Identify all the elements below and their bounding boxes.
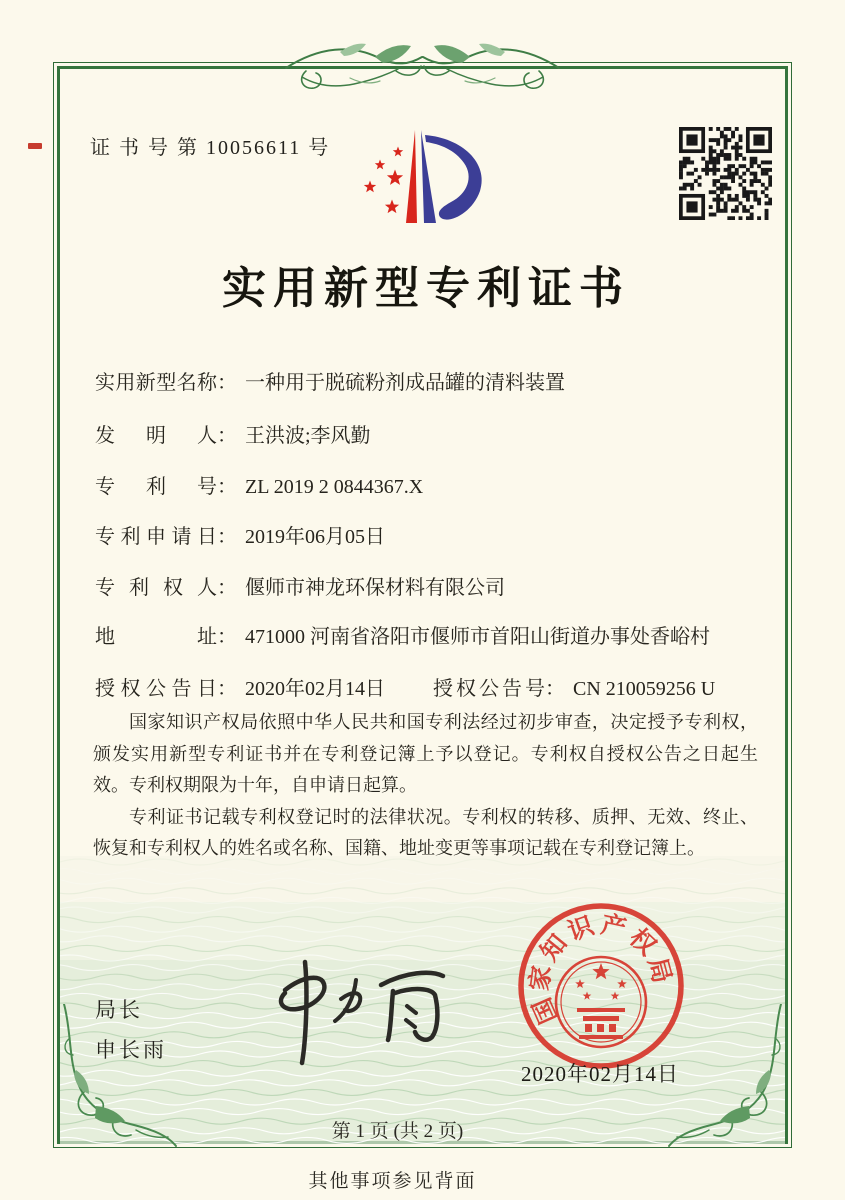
officer-title: 局长 (95, 998, 143, 1022)
officer-name: 申长雨 (95, 1038, 167, 1062)
field-grant-number: 授权公告号： CN 210059256 U (433, 676, 715, 703)
field-row-name: 实用新型名称： 一种用于脱硫粉剂成品罐的清料装置 (95, 370, 795, 397)
svg-text:知: 知 (536, 929, 573, 967)
field-row-patent-number: 专利号： ZL 2019 2 0844367.X (95, 474, 795, 501)
legal-paragraph-1: 国家知识产权局依照中华人民共和国专利法经过初步审查，决定授予专利权，颁发实用新型专利证书并在专利登记簿上予以登记。专利权自授权公告之日起生效。专利权期限为十年，自申请日起算。 (93, 712, 758, 795)
back-side-note: 其他事项参见背面 (308, 1171, 477, 1192)
field-row-patentee: 专利权人： 偃师市神龙环保材料有限公司 (95, 575, 795, 602)
legal-text (93, 707, 758, 865)
field-value: 2020年02月14日 (245, 678, 385, 700)
seal-date: 2020年02月14日 (521, 1062, 679, 1086)
field-row-inventors: 发明人： 王洪波;李风勤 (95, 423, 795, 450)
field-label: 发明人 (95, 425, 217, 447)
svg-text:产: 产 (598, 911, 629, 944)
certificate-title: 实用新型专利证书 (222, 264, 630, 313)
field-label: 专利号 (95, 476, 217, 498)
cnipa-logo-icon (352, 118, 512, 248)
field-label: 授权公告号 (433, 678, 545, 700)
top-scroll-ornament-icon (280, 30, 565, 102)
field-label: 实用新型名称 (95, 372, 217, 394)
svg-text:识: 识 (564, 912, 598, 947)
svg-text:局: 局 (642, 954, 676, 987)
field-value: CN 210059256 U (573, 678, 716, 700)
field-value: 471000 河南省洛阳市偃师市首阳山街道办事处香峪村 (245, 626, 710, 648)
certificate-number: 证 书 号 第 10056611 号 (90, 137, 331, 159)
legal-paragraph-2: 专利证书记载专利权登记时的法律状况。专利权的转移、质押、无效、终止、恢复和专利权人的姓名或名称、国籍、地址变更等事项记载在专利登记簿上。 (93, 806, 758, 858)
field-value: ZL 2019 2 0844367.X (245, 476, 424, 498)
svg-text:家: 家 (526, 964, 557, 993)
officer-signature (225, 950, 465, 1075)
field-value: 2019年06月05日 (245, 526, 385, 548)
field-label: 专利申请日 (95, 526, 217, 548)
field-label: 专利权人 (95, 577, 217, 599)
field-value: 偃师市神龙环保材料有限公司 (245, 577, 505, 599)
field-value: 一种用于脱硫粉剂成品罐的清料装置 (245, 372, 565, 394)
field-row-filing-date: 专利申请日： 2019年06月05日 (95, 524, 795, 551)
scan-red-mark (28, 143, 42, 149)
qr-code (679, 127, 772, 220)
field-value: 王洪波;李风勤 (245, 425, 371, 447)
svg-text:权: 权 (623, 924, 661, 961)
field-label: 授权公告日 (95, 678, 217, 700)
svg-text:国: 国 (528, 993, 564, 1028)
field-row-address: 地址： 471000 河南省洛阳市偃师市首阳山街道办事处香峪村 (95, 624, 795, 651)
field-label: 地址 (95, 626, 217, 648)
field-row-grant-date: 授权公告日： 2020年02月14日 授权公告号： CN 210059256 U (95, 676, 795, 703)
page-indicator: 第 1 页 (共 2 页) (331, 1121, 464, 1142)
